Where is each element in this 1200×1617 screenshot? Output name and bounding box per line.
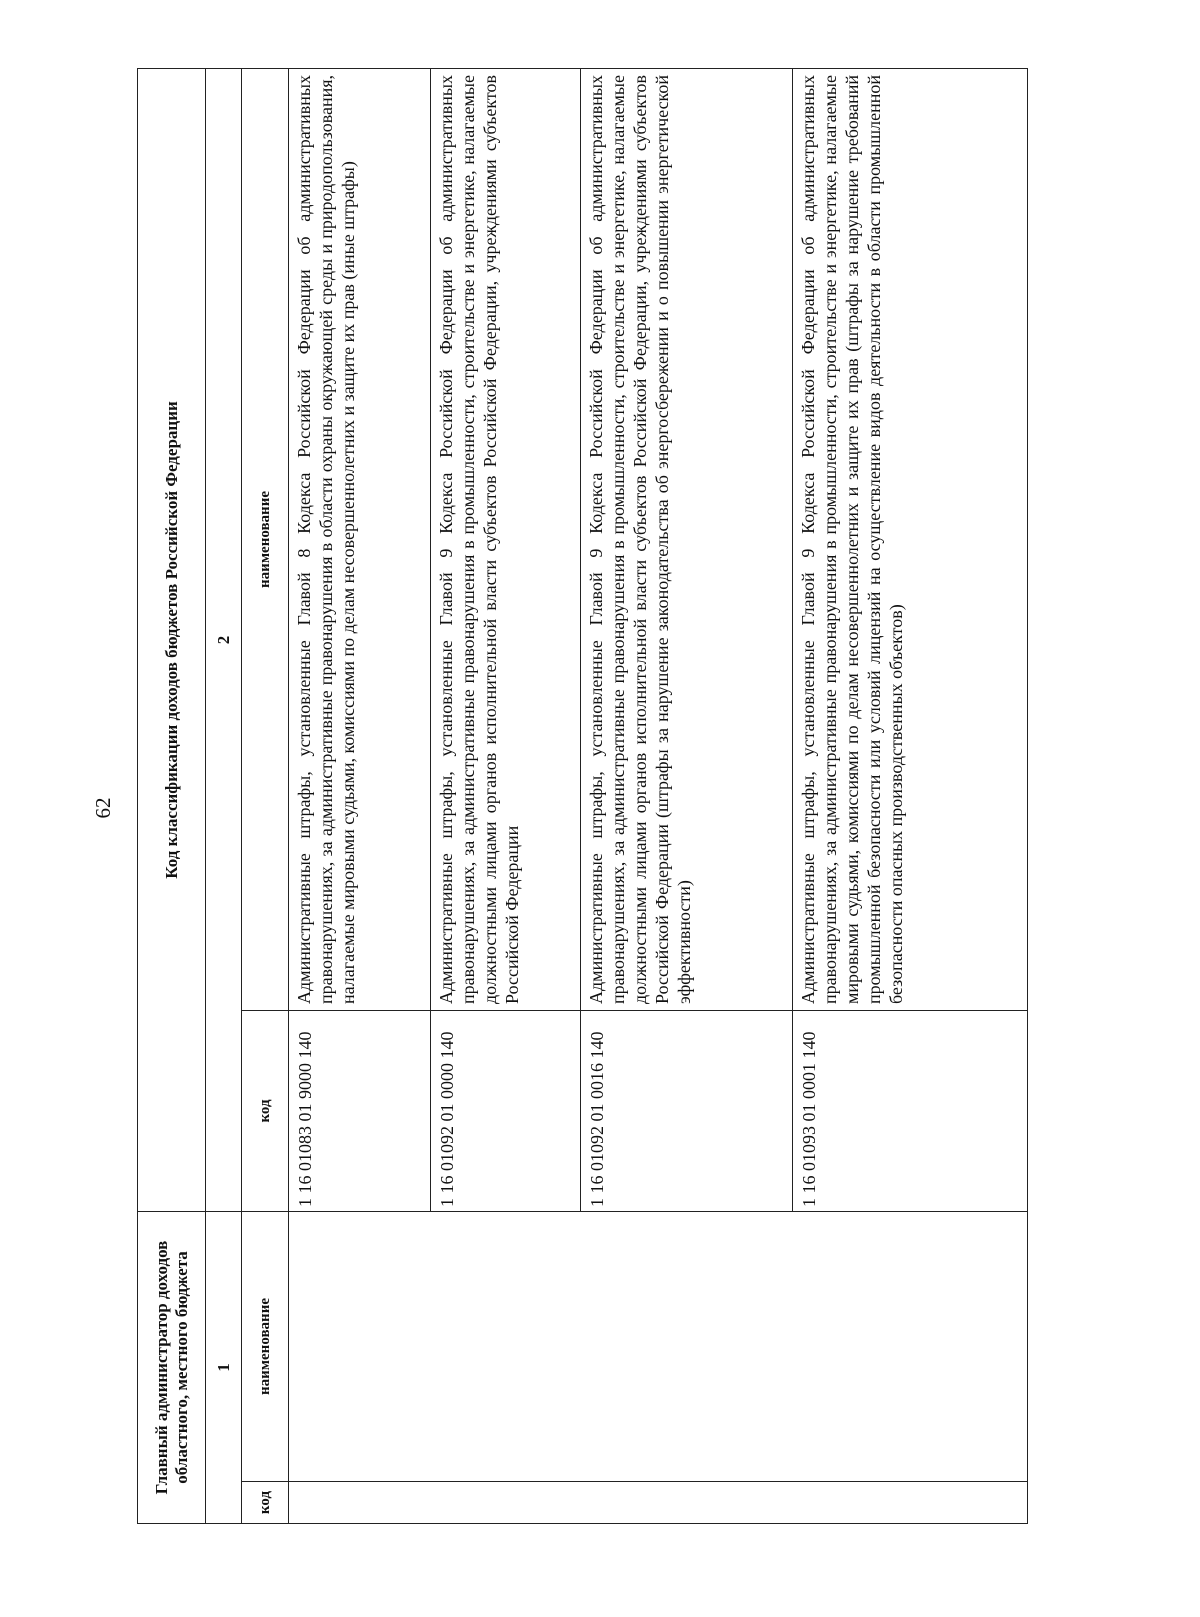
row-code: 1 16 01093 01 0001 140 [793, 1010, 1028, 1211]
row-name: Административные штрафы, установленные Главой 9 Кодекса Российской Федерации об административных правонарушениях, за административные правонарушения в промышленности, строительстве и энергетике, налагаемые мировыми судьями, комиссиями по делам несовершеннолетних и защите их прав (штрафы за нарушение требований промышленной безопасности или условий лицензий на осуществление видов деятельности в области промышленной безопасности опасных производственных объектов) [793, 68, 1028, 1010]
table-row [289, 68, 431, 1523]
row-name: Административные штрафы, установленные Главой 9 Кодекса Российской Федерации об административных правонарушениях, за административные правонарушения в промышленности, строительстве и энергетике, налагаемые должностными лицами органов исполнительной власти субъектов Российской Федерации, учреждениями субъектов Российской Федерации (штрафы за нарушение законодательства об энергосбережении и о повышении энергетической эффективности) [581, 68, 793, 1010]
row-name: Административные штрафы, установленные Главой 9 Кодекса Российской Федерации об административных правонарушениях, за административные правонарушения в промышленности, строительстве и энергетике, налагаемые должностными лицами органов исполнительной власти субъектов Российской Федерации, учреждениями субъектов Российской Федерации [431, 68, 581, 1010]
revenue-classification-table [137, 68, 1028, 1524]
subheader-name-2: наименование [242, 68, 289, 1010]
admin-code-cell [289, 1482, 1028, 1524]
row-code: 1 16 01083 01 9000 140 [289, 1010, 431, 1211]
rotated-table-container [137, 69, 1027, 1524]
subheader-kod-2: код [242, 1010, 289, 1211]
admin-name-cell [289, 1211, 1028, 1481]
column-number-2: 2 [206, 68, 242, 1211]
row-code: 1 16 01092 01 0016 140 [581, 1010, 793, 1211]
subheader-kod-1: код [242, 1482, 289, 1524]
header-classification-code: Код классификации доходов бюджетов Российской Федерации [138, 68, 206, 1211]
page-number: 62 [91, 797, 115, 819]
header-administrator: Главный администратор доходов областного, местного бюджета [138, 1211, 206, 1523]
row-code: 1 16 01092 01 0000 140 [431, 1010, 581, 1211]
column-number-1: 1 [206, 1211, 242, 1523]
row-name: Административные штрафы, установленные Главой 8 Кодекса Российской Федерации об административных правонарушениях, за административные правонарушения в области охраны окружающей среды и природопользования, налагаемые мировыми судьями, комиссиями по делам несовершеннолетних и защите их прав (иные штрафы) [289, 68, 431, 1010]
subheader-name-1: наименование [242, 1211, 289, 1481]
